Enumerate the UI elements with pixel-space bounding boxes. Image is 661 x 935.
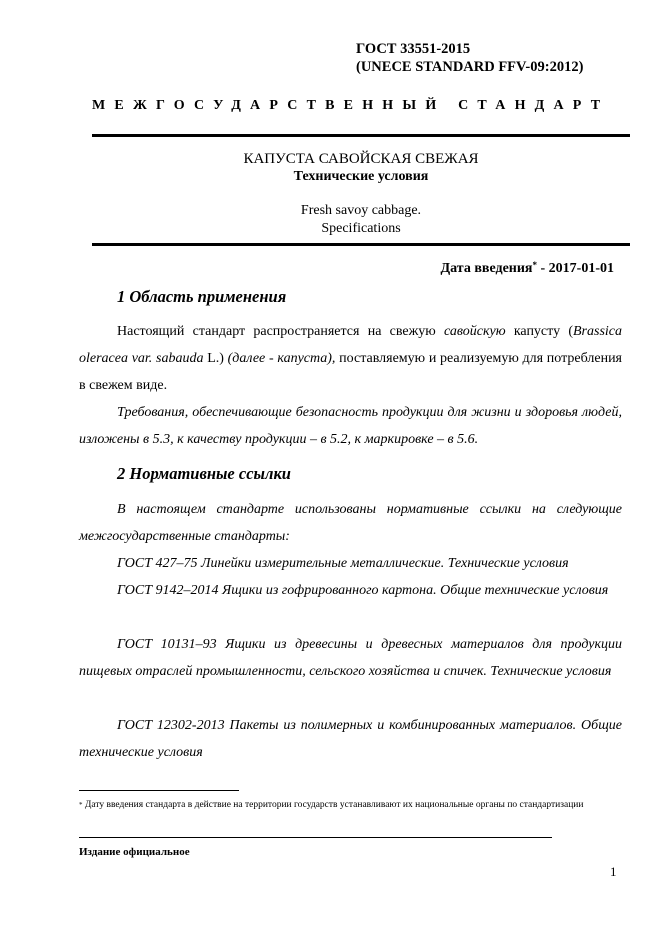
introduction-date <box>330 261 614 277</box>
intro-date-footnote-mark: * <box>532 260 537 270</box>
standard-code-line2: (UNECE STANDARD FFV-09:2012) <box>356 59 584 75</box>
footnote <box>79 798 622 812</box>
section-1-heading: 1 Область применения <box>117 287 287 306</box>
footnote-mark: * <box>79 801 83 809</box>
edition-rule <box>79 837 552 838</box>
section-1-paragraph-1: Настоящий стандарт распространяется на свежую савойскую капусту (Brassica oleracea var. sabauda L.) (далее - капуста), поставляемую и реализуемую для потребления в свежем виде. <box>79 324 622 393</box>
english-title: Fresh savoy cabbage. <box>300 203 422 218</box>
reference-gost-10131: ГОСТ 10131–93 Ящики из древесины и древесных материалов для продукции пищевых отраслей промышленности, сельского хозяйства и спичек. Технические условия <box>79 637 622 679</box>
english-subtitle: Specifications <box>321 221 401 236</box>
reference-gost-427: ГОСТ 427–75 Линейки измерительные металлические. Технические условия <box>117 556 569 571</box>
title-rule <box>92 243 630 246</box>
section-2-heading: 2 Нормативные ссылки <box>117 464 291 483</box>
document-title: КАПУСТА САВОЙСКАЯ СВЕЖАЯ <box>243 151 479 167</box>
official-edition-label: Издание официальное <box>79 846 190 858</box>
reference-gost-12302: ГОСТ 12302-2013 Пакеты из полимерных и комбинированных материалов. Общие технические условия <box>79 718 622 760</box>
top-rule <box>92 134 630 137</box>
interstate-standard-label: МЕЖГОСУДАРСТВЕННЫЙ СТАНДАРТ <box>92 98 610 113</box>
section-1-paragraph-2: Требования, обеспечивающие безопасность продукции для жизни и здоровья людей, изложены в 5.3, к качеству продукции – в 5.2, к маркировке – в 5.6. <box>79 405 622 447</box>
page-number: 1 <box>610 864 617 879</box>
intro-date-label: Дата введения <box>440 261 533 276</box>
section-2-paragraph-1: В настоящем стандарте использованы нормативные ссылки на следующие межгосударственные стандарты: <box>79 502 622 544</box>
intro-date-value: - 2017-01-01 <box>537 261 614 276</box>
reference-gost-9142: ГОСТ 9142–2014 Ящики из гофрированного картона. Общие технические условия <box>117 583 609 598</box>
footnote-text: Дату введения стандарта в действие на территории государств устанавливают их национальные органы по стандартизации <box>82 800 584 810</box>
footnote-rule <box>79 790 239 791</box>
standard-code-line1: ГОСТ 33551-2015 <box>356 41 471 57</box>
document-subtitle: Технические условия <box>293 169 429 184</box>
standard-code <box>356 40 583 76</box>
